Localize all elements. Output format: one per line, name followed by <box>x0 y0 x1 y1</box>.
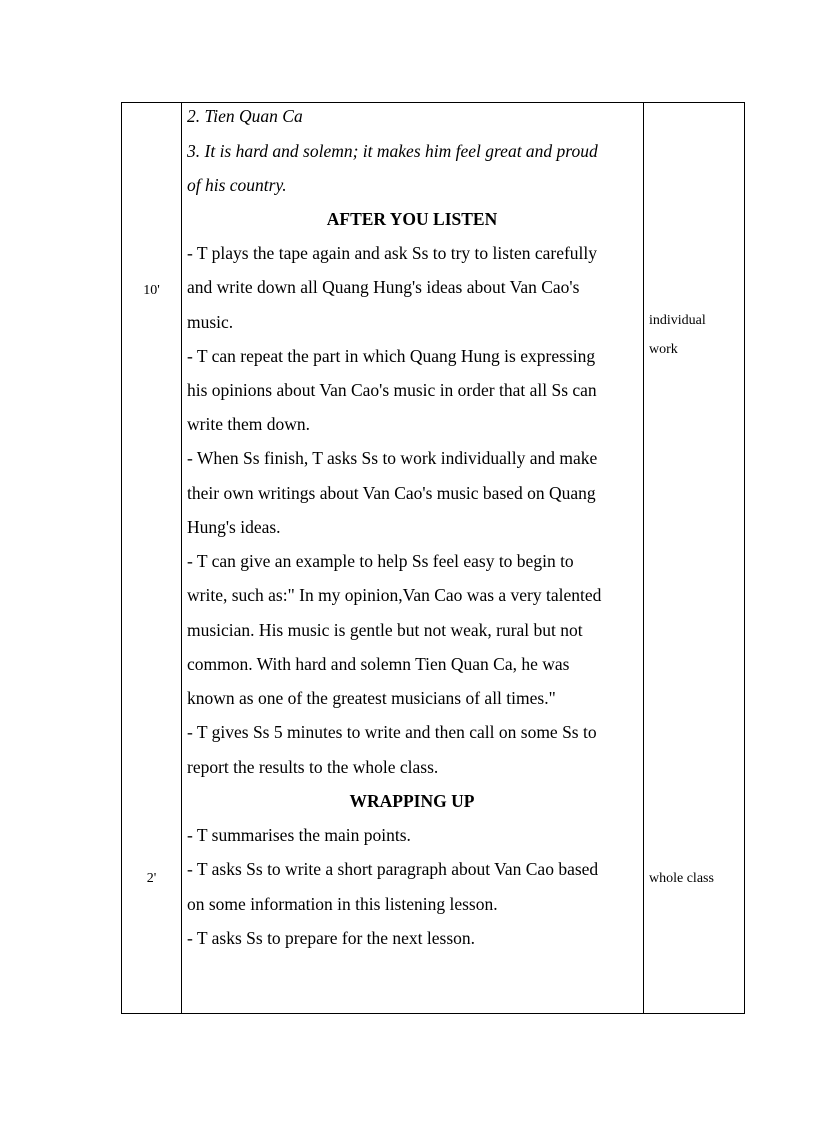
section-title-after-you-listen: AFTER YOU LISTEN <box>326 209 498 229</box>
body-line: their own writings about Van Cao's music based on Quang <box>187 483 596 503</box>
body-line: and write down all Quang Hung's ideas about Van Cao's <box>187 277 580 297</box>
body-line: - T plays the tape again and ask Ss to try to listen carefully <box>187 243 598 263</box>
body-line: - T summarises the main points. <box>187 825 411 845</box>
mode-whole-class: whole class <box>649 871 714 886</box>
body-line: music. <box>187 312 234 332</box>
lesson-plan-table <box>121 102 745 1014</box>
body-line: - T can repeat the part in which Quang Hung is expressing <box>187 346 596 366</box>
body-line: common. With hard and solemn Tien Quan Ca, he was <box>187 654 570 674</box>
body-line: his opinions about Van Cao's music in order that all Ss can <box>187 380 597 400</box>
body-line: musician. His music is gentle but not weak, rural but not <box>187 620 583 640</box>
body-line: on some information in this listening lesson. <box>187 894 498 914</box>
section-title-wrapping-up: WRAPPING UP <box>349 791 475 811</box>
body-line: - T asks Ss to prepare for the next lesson. <box>187 928 476 948</box>
body-line: known as one of the greatest musicians of all times." <box>187 688 556 708</box>
mode-individual-line-2: work <box>649 342 678 357</box>
body-line: Hung's ideas. <box>187 517 281 537</box>
body-line: report the results to the whole class. <box>187 757 439 777</box>
column-divider-time <box>181 103 182 1013</box>
body-line: - When Ss finish, T asks Ss to work individually and make <box>187 448 598 468</box>
time-wrapping-up: 2' <box>146 871 157 886</box>
answer-line: 2. Tien Quan Ca <box>187 106 303 126</box>
body-line: write them down. <box>187 414 310 434</box>
body-line: - T asks Ss to write a short paragraph about Van Cao based <box>187 859 599 879</box>
body-line: - T can give an example to help Ss feel easy to begin to <box>187 551 574 571</box>
column-divider-mode <box>643 103 644 1013</box>
body-line: - T gives Ss 5 minutes to write and then call on some Ss to <box>187 722 597 742</box>
answer-line: of his country. <box>187 175 287 195</box>
answer-line: 3. It is hard and solemn; it makes him feel great and proud <box>187 141 598 161</box>
time-after-listen: 10' <box>143 283 160 298</box>
mode-individual-line-1: individual <box>649 313 706 328</box>
body-line: write, such as:" In my opinion,Van Cao was a very talented <box>187 585 602 605</box>
